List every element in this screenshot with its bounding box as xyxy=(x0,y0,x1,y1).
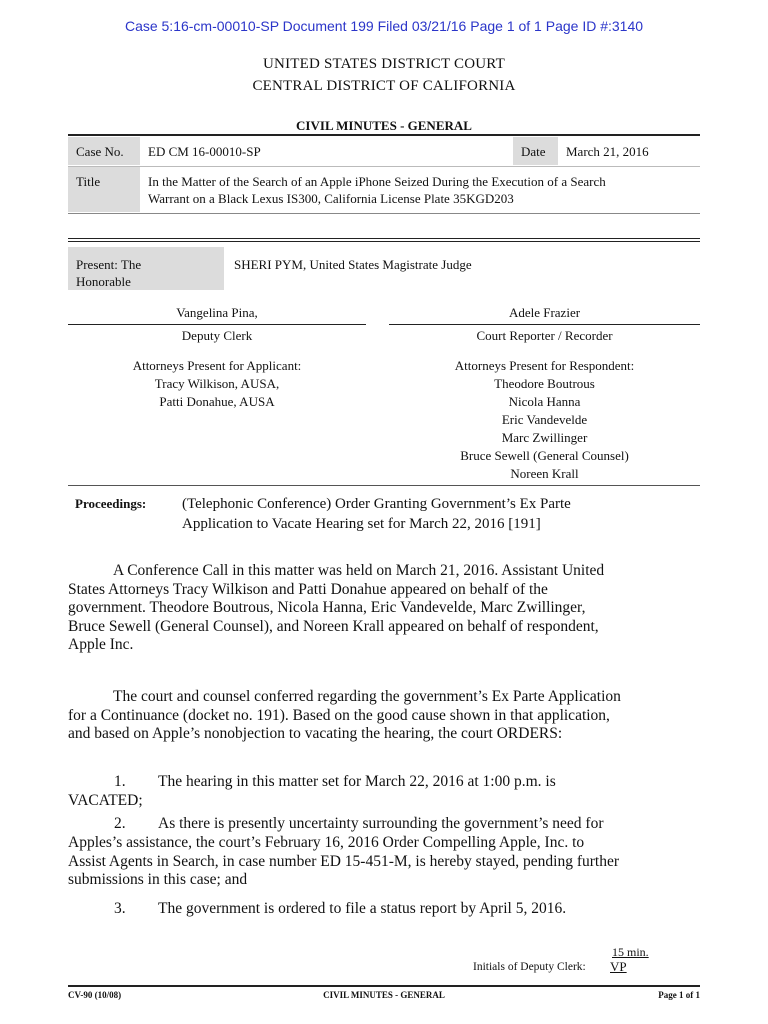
applicant-attorney: Tracy Wilkison, AUSA, xyxy=(154,376,280,391)
reporter-rule xyxy=(389,324,700,325)
applicant-attorneys xyxy=(68,357,366,411)
table-row-rule xyxy=(68,166,700,167)
respondent-attorney: Nicola Hanna xyxy=(508,394,581,409)
judge-name: SHERI PYM, United States Magistrate Judge xyxy=(234,257,472,272)
case-no-value: ED CM 16-00010-SP xyxy=(148,144,261,159)
reporter-name: Adele Frazier xyxy=(508,305,581,320)
paragraph-line: for a Continuance (docket no. 191). Based on the good cause shown in that application, xyxy=(68,706,610,724)
proceedings-rule xyxy=(68,485,700,486)
paragraph-line: A Conference Call in this matter was held on March 21, 2016. Assistant United xyxy=(113,562,605,579)
item-2-line: submissions in this case; and xyxy=(68,871,248,888)
respondent-attorney: Bruce Sewell (General Counsel) xyxy=(460,448,629,463)
paragraph-line: The court and counsel conferred regarding the government’s Ex Parte Application xyxy=(113,688,621,705)
footer-form: CV-90 (10/08) xyxy=(68,990,122,1000)
minutes-value: 15 xyxy=(612,945,624,959)
respondent-attorney: Marc Zwillinger xyxy=(501,430,588,445)
applicant-attorney: Patti Donahue, AUSA xyxy=(159,394,275,409)
minutes-title: CIVIL MINUTES - GENERAL xyxy=(296,118,472,133)
item-2-line: Apples’s assistance, the court’s February 16, 2016 Order Compelling Apple, Inc. to xyxy=(68,834,585,851)
item-1-line: VACATED; xyxy=(68,792,143,809)
footer-page: Page 1 of 1 xyxy=(658,990,700,1000)
item-2-line: Assist Agents in Search, in case number ED 15-451-M, is hereby stayed, pending further xyxy=(68,852,619,870)
present-top-rule-2 xyxy=(68,241,700,242)
applicant-heading: Attorneys Present for Applicant: xyxy=(132,358,302,373)
clerk-role: Deputy Clerk xyxy=(181,328,253,343)
case-header: Case 5:16-cm-00010-SP Document 199 Filed 03/21/16 Page 1 of 1 Page ID #:3140 xyxy=(124,18,644,34)
respondent-attorney: Eric Vandevelde xyxy=(501,412,588,427)
minutes-label: min. xyxy=(627,945,649,959)
initials-value: VP xyxy=(610,959,627,974)
item-3-number: 3. xyxy=(114,900,126,917)
item-3-line: The government is ordered to file a status report by April 5, 2016. xyxy=(158,900,567,917)
court-name: UNITED STATES DISTRICT COURT xyxy=(263,56,505,72)
present-label-2: Honorable xyxy=(76,274,131,289)
initials-label: Initials of Deputy Clerk: xyxy=(473,961,586,973)
item-2-line: As there is presently uncertainty surrounding the government’s need for xyxy=(158,815,604,832)
table-top-rule xyxy=(68,134,700,136)
proceedings-label: Proceedings: xyxy=(75,496,147,511)
paragraph-2 xyxy=(68,688,718,744)
paragraph-line: Apple Inc. xyxy=(68,636,134,653)
proceedings-text xyxy=(182,494,571,534)
reporter-role: Court Reporter / Recorder xyxy=(476,328,613,343)
title-line-1: In the Matter of the Search of an Apple iPhone Seized During the Execution of a Search xyxy=(148,174,606,189)
footer-title: CIVIL MINUTES - GENERAL xyxy=(323,990,445,1000)
clerk-rule xyxy=(68,324,366,325)
paragraph-line: States Attorneys Tracy Wilkison and Patti Donahue appeared on behalf of the xyxy=(68,580,548,598)
date-label: Date xyxy=(521,144,546,159)
court-district: CENTRAL DISTRICT OF CALIFORNIA xyxy=(252,78,516,94)
title-label: Title xyxy=(76,174,101,189)
clerk-name: Vangelina Pina, xyxy=(176,305,258,320)
proceedings-line: (Telephonic Conference) Order Granting Government’s Ex Parte xyxy=(182,496,571,512)
paragraph-line: Bruce Sewell (General Counsel), and Noreen Krall appeared on behalf of respondent, xyxy=(68,617,599,635)
item-1-number: 1. xyxy=(114,773,126,790)
minutes-count xyxy=(612,945,649,960)
item-2-continued xyxy=(68,834,718,890)
respondent-heading: Attorneys Present for Respondent: xyxy=(454,358,635,373)
respondent-attorneys xyxy=(389,357,700,483)
present-top-rule xyxy=(68,238,700,239)
paragraph-line: and based on Apple’s nonobjection to vacating the hearing, the court ORDERS: xyxy=(68,725,563,742)
footer-rule xyxy=(68,985,700,987)
paragraph-1 xyxy=(68,562,718,655)
title-line-2: Warrant on a Black Lexus IS300, California License Plate 35KGD203 xyxy=(148,191,514,206)
case-no-label: Case No. xyxy=(76,144,124,159)
present-label-1: Present: The xyxy=(76,257,142,272)
respondent-attorney: Theodore Boutrous xyxy=(494,376,595,391)
table-bottom-rule xyxy=(68,213,700,214)
date-value: March 21, 2016 xyxy=(566,144,649,159)
item-1-line: The hearing in this matter set for March 22, 2016 at 1:00 p.m. is xyxy=(158,773,556,790)
respondent-attorney: Noreen Krall xyxy=(510,466,579,481)
item-2-number: 2. xyxy=(114,815,126,832)
paragraph-line: government. Theodore Boutrous, Nicola Hanna, Eric Vandevelde, Marc Zwillinger, xyxy=(68,599,586,616)
proceedings-line: Application to Vacate Hearing set for March 22, 2016 [191] xyxy=(182,516,541,532)
